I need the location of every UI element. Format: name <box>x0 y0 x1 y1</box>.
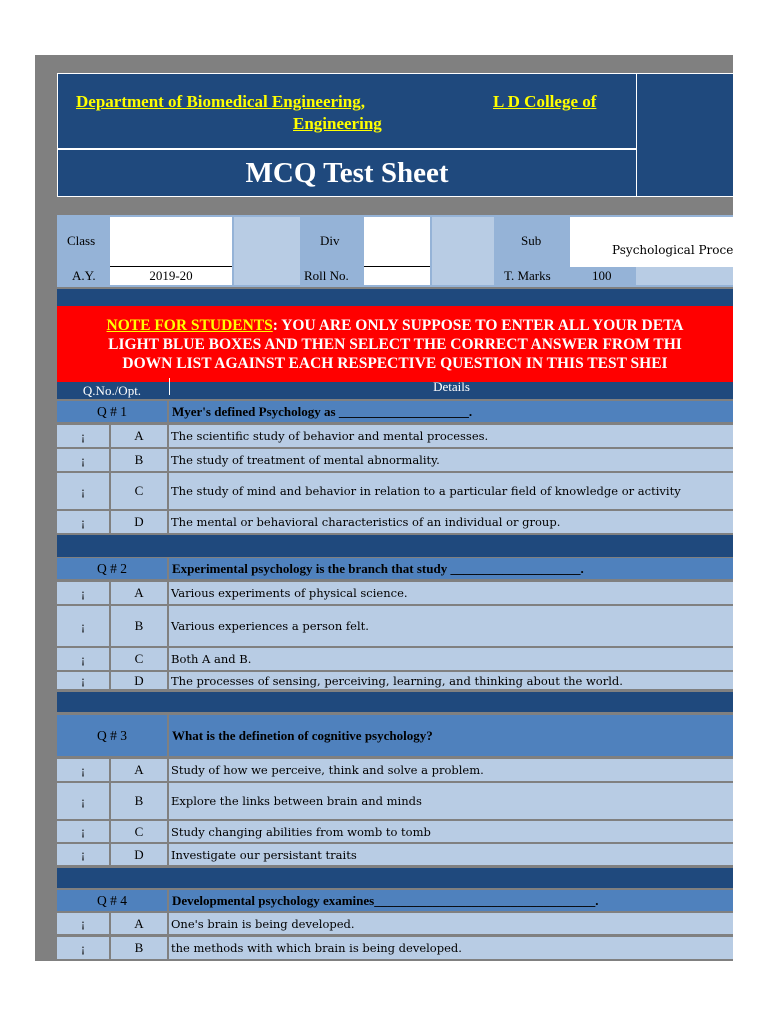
department-header <box>57 73 637 149</box>
question-separator <box>57 535 733 557</box>
question-number: Q # 2 <box>57 558 167 579</box>
option-text[interactable]: Explore the links between brain and minds <box>169 783 733 819</box>
question-row <box>57 558 733 579</box>
page-title: MCQ Test Sheet <box>245 156 449 189</box>
question-number: Q # 1 <box>57 401 167 422</box>
option-text[interactable]: One's brain is being developed. <box>169 913 733 934</box>
option-row[interactable] <box>57 606 733 646</box>
option-text[interactable]: The scientific study of behavior and mental processes. <box>169 425 733 447</box>
option-text[interactable]: The study of treatment of mental abnormality. <box>169 449 733 471</box>
option-text[interactable]: Investigate our persistant traits <box>169 844 733 865</box>
option-row[interactable] <box>57 844 733 865</box>
note-line1: : YOU ARE ONLY SUPPOSE TO ENTER ALL YOUR DETA <box>272 317 684 334</box>
note-lead: NOTE FOR STUDENTS <box>106 317 273 334</box>
option-text[interactable]: The mental or behavioral characteristics of an individual or group. <box>169 511 733 533</box>
option-radio-icon[interactable]: ¡ <box>57 582 109 604</box>
question-number: Q # 3 <box>57 715 167 756</box>
option-letter: D <box>111 844 167 865</box>
question-text: Myer's defined Psychology as ____________________. <box>169 401 733 422</box>
marks-value: 100 <box>570 267 634 285</box>
marks-label: T. Marks <box>496 267 568 285</box>
college-name: L D College of <box>493 92 597 111</box>
option-text[interactable]: the methods with which brain is being developed. <box>169 937 733 959</box>
option-letter: C <box>111 648 167 670</box>
div-label: Div <box>302 217 362 265</box>
option-letter: A <box>111 759 167 781</box>
question-separator <box>57 692 733 712</box>
option-radio-icon[interactable]: ¡ <box>57 913 109 934</box>
title-bar <box>57 149 637 197</box>
div-input[interactable] <box>364 217 430 267</box>
logo-panel <box>637 73 733 197</box>
option-letter: A <box>111 582 167 604</box>
option-row[interactable] <box>57 473 733 509</box>
department-name: Department of Biomedical Engineering, <box>76 92 365 111</box>
class-entry-box[interactable] <box>234 217 300 285</box>
option-radio-icon[interactable]: ¡ <box>57 937 109 959</box>
option-letter: B <box>111 937 167 959</box>
option-text[interactable]: Various experiences a person felt. <box>169 606 733 646</box>
option-row[interactable] <box>57 425 733 447</box>
option-letter: A <box>111 913 167 934</box>
option-radio-icon[interactable]: ¡ <box>57 821 109 842</box>
note-line3: DOWN LIST AGAINST EACH RESPECTIVE QUESTION IN THIS TEST SHEI <box>122 355 668 372</box>
spacer-strip <box>57 289 733 306</box>
option-radio-icon[interactable]: ¡ <box>57 473 109 509</box>
option-radio-icon[interactable]: ¡ <box>57 844 109 865</box>
question-number: Q # 4 <box>57 890 167 911</box>
option-radio-icon[interactable]: ¡ <box>57 783 109 819</box>
option-row[interactable] <box>57 821 733 842</box>
option-text[interactable]: Study of how we perceive, think and solve a problem. <box>169 759 733 781</box>
div-entry-box[interactable] <box>432 217 494 285</box>
option-row[interactable] <box>57 783 733 819</box>
option-row[interactable] <box>57 449 733 471</box>
question-text: What is the definetion of cognitive psychology? <box>169 715 733 756</box>
col-qno-header: Q.No./Opt. <box>82 383 142 398</box>
option-radio-icon[interactable]: ¡ <box>57 511 109 533</box>
option-row[interactable] <box>57 759 733 781</box>
question-row <box>57 715 733 756</box>
col-details-header: Details <box>169 378 733 395</box>
option-radio-icon[interactable]: ¡ <box>57 672 109 689</box>
question-text: Developmental psychology examines__________________________________. <box>169 890 733 911</box>
option-letter: B <box>111 449 167 471</box>
question-text: Experimental psychology is the branch that study ____________________. <box>169 558 733 579</box>
test-sheet <box>35 55 733 961</box>
option-row[interactable] <box>57 582 733 604</box>
question-row <box>57 890 733 911</box>
option-row[interactable] <box>57 937 733 959</box>
question-row <box>57 401 733 422</box>
class-input[interactable] <box>110 217 232 267</box>
option-radio-icon[interactable]: ¡ <box>57 449 109 471</box>
option-radio-icon[interactable]: ¡ <box>57 759 109 781</box>
marks-box <box>636 267 733 285</box>
option-row[interactable] <box>57 511 733 533</box>
subject-input[interactable]: Psychological Proce <box>570 217 733 267</box>
option-letter: A <box>111 425 167 447</box>
student-note <box>57 306 733 382</box>
option-text[interactable]: Both A and B. <box>169 648 733 670</box>
option-letter: C <box>111 821 167 842</box>
option-text[interactable]: The study of mind and behavior in relation to a particular field of knowledge or activity <box>169 473 733 509</box>
option-letter: B <box>111 783 167 819</box>
roll-input[interactable] <box>364 267 430 285</box>
option-row[interactable] <box>57 648 733 670</box>
note-line2: LIGHT BLUE BOXES AND THEN SELECT THE CORRECT ANSWER FROM THI <box>108 336 682 353</box>
option-letter: C <box>111 473 167 509</box>
question-separator <box>57 868 733 888</box>
option-radio-icon[interactable]: ¡ <box>57 606 109 646</box>
option-radio-icon[interactable]: ¡ <box>57 648 109 670</box>
college-name-line2: Engineering <box>293 114 382 133</box>
option-text[interactable]: The processes of sensing, perceiving, learning, and thinking about the world. <box>169 672 733 689</box>
class-label: Class <box>60 217 110 265</box>
roll-label: Roll No. <box>302 267 362 285</box>
ay-value[interactable]: 2019-20 <box>110 267 232 285</box>
option-text[interactable]: Various experiments of physical science. <box>169 582 733 604</box>
option-letter: D <box>111 511 167 533</box>
option-row[interactable] <box>57 913 733 934</box>
sub-label: Sub <box>496 217 568 265</box>
option-text[interactable]: Study changing abilities from womb to tomb <box>169 821 733 842</box>
option-letter: D <box>111 672 167 689</box>
table-header <box>57 378 733 399</box>
ay-label: A.Y. <box>60 267 110 285</box>
option-letter: B <box>111 606 167 646</box>
option-radio-icon[interactable]: ¡ <box>57 425 109 447</box>
option-row[interactable] <box>57 672 733 689</box>
